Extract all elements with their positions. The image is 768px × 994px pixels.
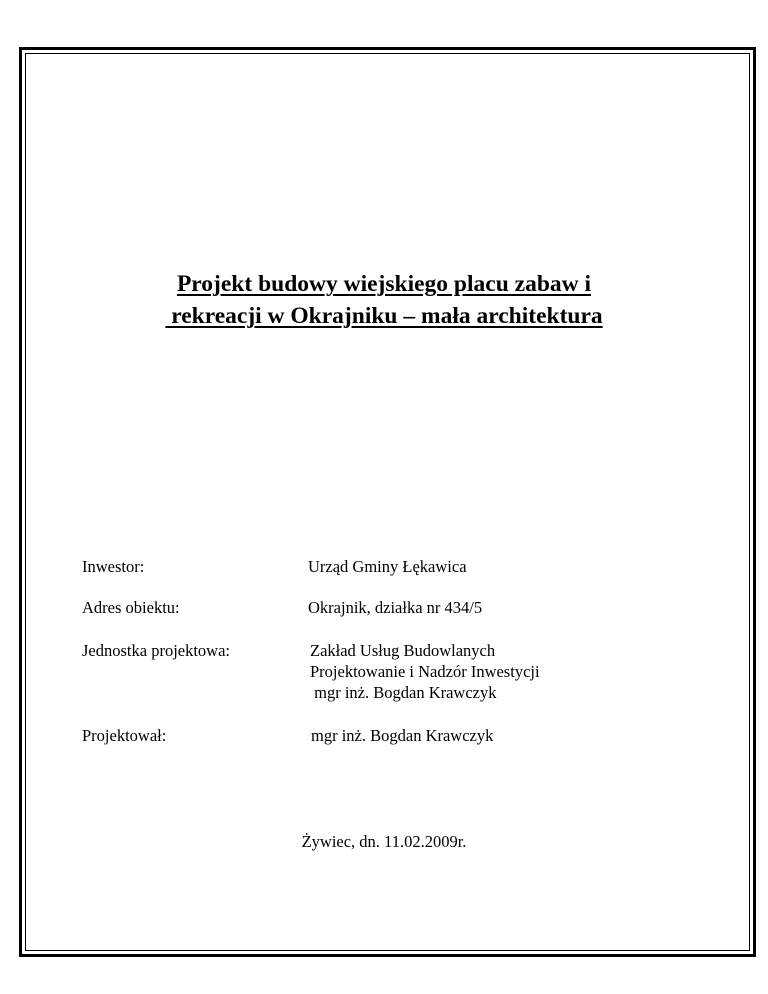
designer-label: Projektował: (82, 726, 167, 745)
title-line-1: Projekt budowy wiejskiego placu zabaw i (176, 271, 592, 297)
design-unit-line-1: Zakład Usług Budowlanych (310, 641, 496, 660)
design-unit-line-3: mgr inż. Bogdan Krawczyk (310, 683, 497, 702)
design-unit-line-2: Projektowanie i Nadzór Inwestycji (310, 662, 540, 681)
page-border-inner (25, 53, 750, 951)
title-line-2: rekreacji w Okrajniku – mała architektura (165, 303, 603, 329)
address-label: Adres obiektu: (82, 598, 180, 617)
investor-label: Inwestor: (82, 557, 145, 576)
address-value: Okrajnik, działka nr 434/5 (308, 598, 483, 617)
designer-value: mgr inż. Bogdan Krawczyk (311, 726, 494, 745)
document-title (0, 268, 768, 332)
investor-value: Urząd Gminy Łękawica (308, 557, 467, 576)
design-unit-label: Jednostka projektowa: (82, 641, 231, 660)
place-and-date: Żywiec, dn. 11.02.2009r. (301, 832, 467, 851)
